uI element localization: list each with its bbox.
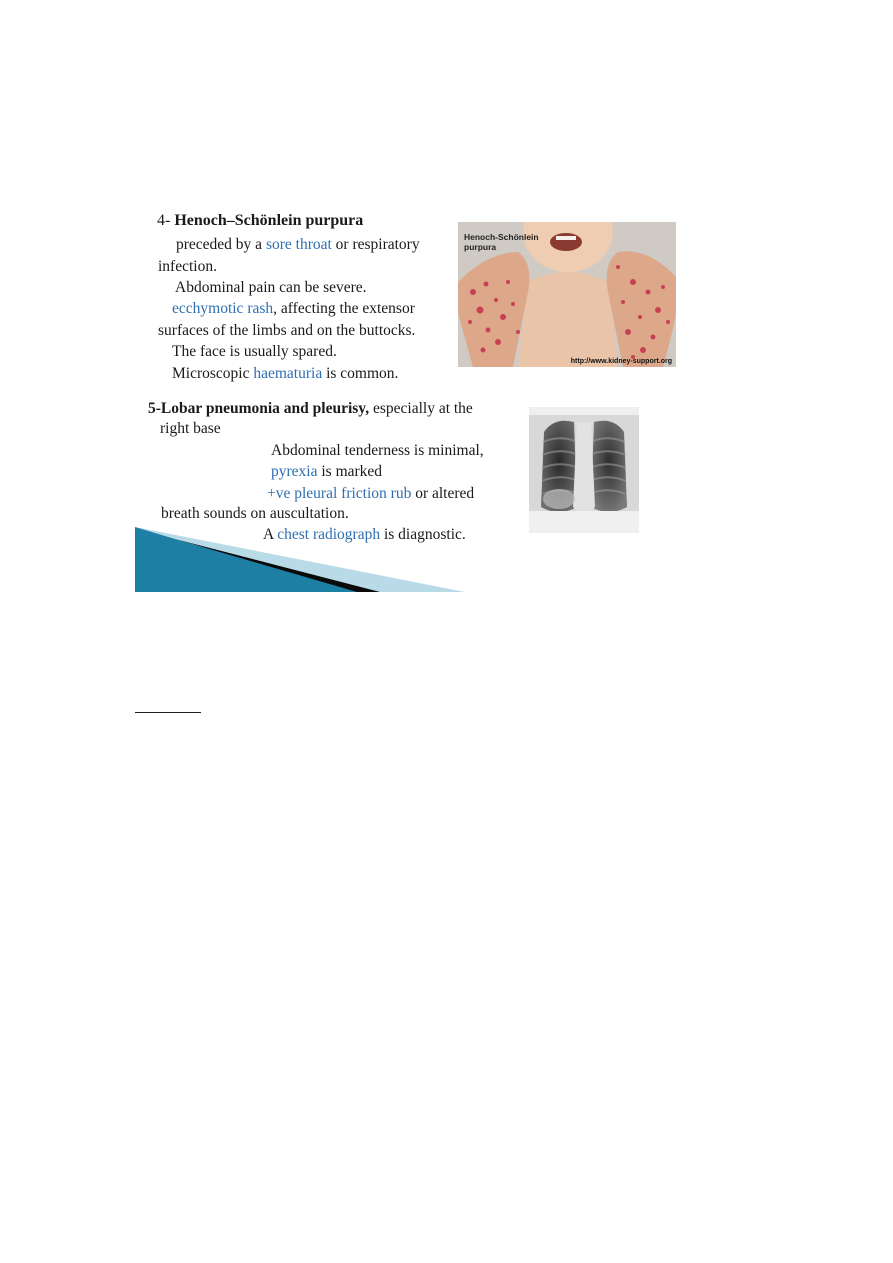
haematuria-term: haematuria xyxy=(253,365,323,382)
hsp-photo-url: http://www.kidney-support.org xyxy=(570,358,672,365)
hsp-line-6: The face is usually spared. xyxy=(172,343,337,360)
pleural-friction-rub-term: +ve pleural friction rub xyxy=(267,485,412,502)
chest-radiograph-term: chest radiograph xyxy=(277,526,381,543)
lobar-line-6: breath sounds on auscultation. xyxy=(161,505,349,522)
lobar-title: 5-Lobar pneumonia and pleurisy, xyxy=(148,400,370,417)
lobar-line-2: right base xyxy=(160,420,221,437)
hsp-line-5: surfaces of the limbs and on the buttocks. xyxy=(158,322,416,339)
lobar-line-4: pyrexia is marked xyxy=(271,463,383,480)
hsp-line-7: Microscopic haematuria is common. xyxy=(172,365,399,382)
lobar-line-3: Abdominal tenderness is minimal, xyxy=(271,442,484,459)
sore-throat-term: sore throat xyxy=(265,236,332,253)
hsp-line-4: ecchymotic rash, affecting the extensor xyxy=(172,300,415,317)
hsp-heading xyxy=(157,212,363,230)
chest-xray-image xyxy=(529,407,639,533)
slide-image xyxy=(135,200,672,592)
hsp-photo xyxy=(458,222,676,367)
hsp-number: 4- xyxy=(157,212,171,229)
hsp-line-3: Abdominal pain can be severe. xyxy=(175,279,367,296)
ecchymotic-rash-term: ecchymotic rash xyxy=(172,300,274,317)
hsp-photo-caption: Henoch-Schönlein purpura xyxy=(464,232,539,252)
section-heading-underline xyxy=(135,694,201,713)
hsp-title: Henoch–Schönlein purpura xyxy=(174,212,364,229)
chest-xray-illustration xyxy=(529,407,639,533)
lobar-line-1: 5-Lobar pneumonia and pleurisy, especially at the xyxy=(148,400,473,417)
lobar-line-5: +ve pleural friction rub or altered xyxy=(267,485,475,502)
lobar-line-7: A chest radiograph is diagnostic. xyxy=(263,526,466,543)
pyrexia-term: pyrexia xyxy=(271,463,318,480)
slide-swoosh-decoration xyxy=(135,527,465,592)
hsp-line-1: preceded by a sore throat or respiratory xyxy=(176,236,420,253)
hsp-line-2: infection. xyxy=(158,258,217,275)
